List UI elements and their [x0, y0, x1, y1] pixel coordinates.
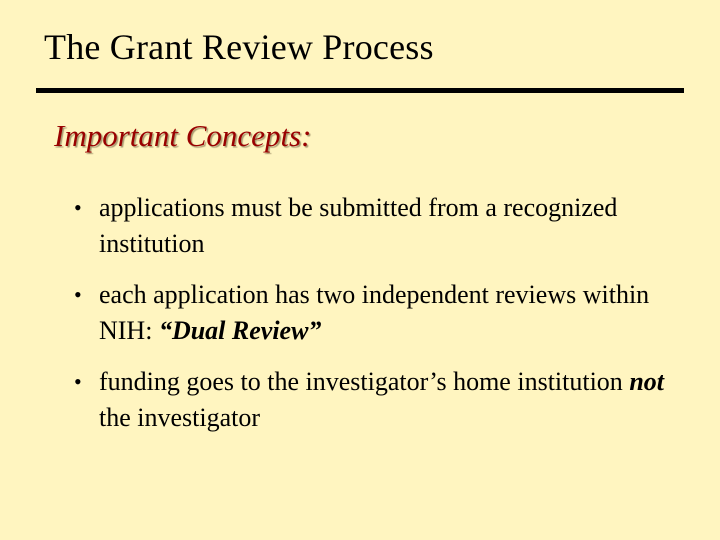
bullet-text: funding goes to the investigator’s home institution	[99, 367, 630, 396]
bullet-item	[74, 277, 694, 349]
bullet-text: each application has two independent reviews within NIH:	[99, 280, 650, 345]
bullet-item	[74, 190, 694, 262]
bullet-marker: •	[74, 369, 82, 394]
section-heading: Important Concepts:	[54, 118, 312, 153]
bullet-marker: •	[74, 195, 82, 220]
bullet-text-tail: the investigator	[99, 403, 261, 432]
bullet-list	[74, 190, 694, 451]
bullet-item	[74, 364, 694, 436]
title-divider	[36, 88, 684, 93]
slide-title: The Grant Review Process	[44, 27, 434, 67]
bullet-emphasis: not	[629, 367, 664, 396]
bullet-marker: •	[74, 282, 82, 307]
bullet-text: applications must be submitted from a recognized institution	[99, 193, 618, 258]
bullet-emphasis: “Dual Review”	[158, 316, 322, 345]
